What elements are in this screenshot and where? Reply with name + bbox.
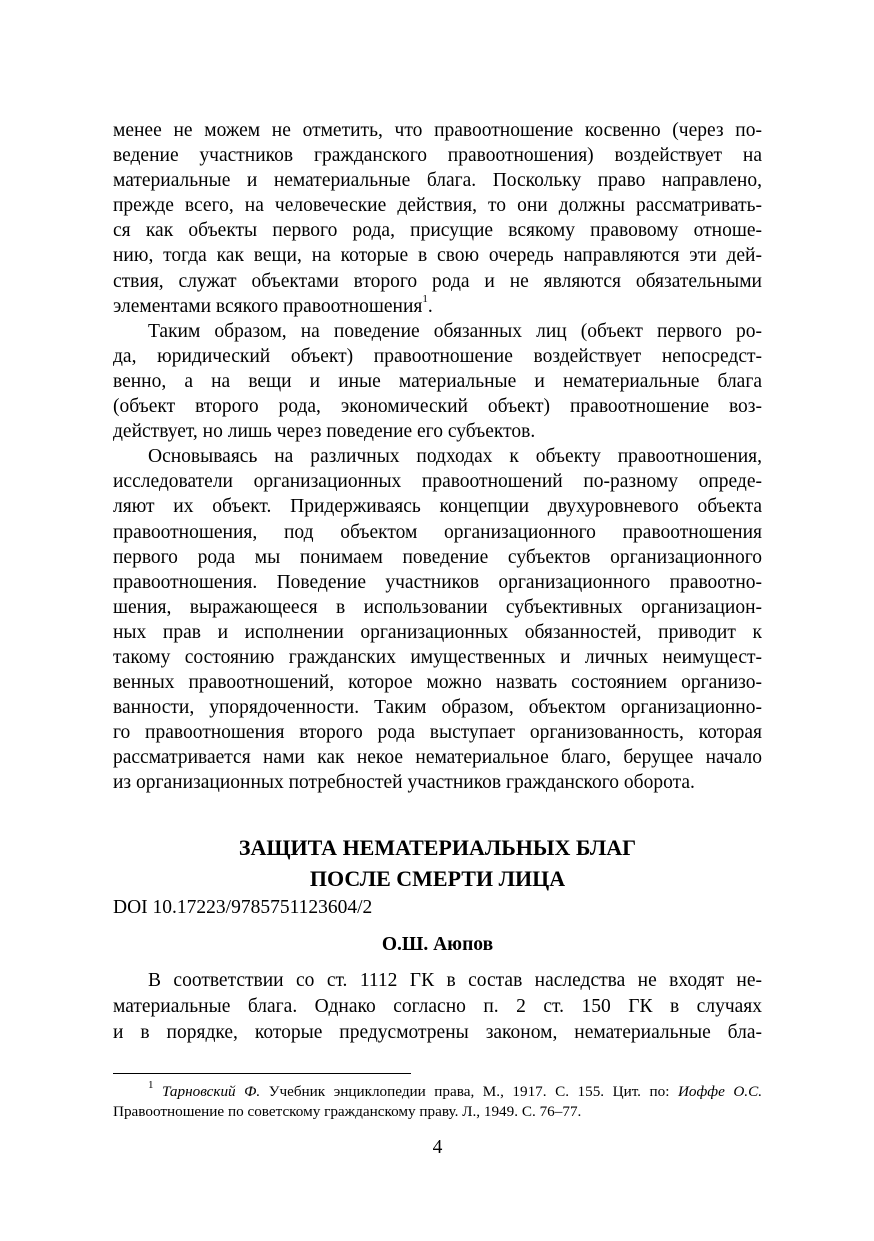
text-line: ляют их объект. Придерживаясь концепции двухуровневого объекта bbox=[113, 496, 762, 518]
page-number: 4 bbox=[432, 1137, 443, 1158]
text-line: прежде всего, на человеческие действия, то они должны рассматривать- bbox=[113, 195, 762, 217]
text-line: ся как объекты первого рода, присущие всякому правовому отноше- bbox=[113, 220, 762, 242]
text-line: первого рода мы понимаем поведение субъектов организационного bbox=[113, 546, 762, 568]
text-line: Основываясь на различных подходах к объекту правоотношения, bbox=[148, 446, 762, 468]
author-name: О.Ш. Аюпов bbox=[381, 934, 494, 955]
text-line: ванности, упорядоченности. Таким образом, объектом организационно- bbox=[113, 697, 762, 719]
footnote-number: 1 bbox=[148, 1078, 154, 1091]
text-line: нию, тогда как вещи, на которые в свою очередь направляются эти дей- bbox=[113, 245, 762, 267]
text-line: материальные и нематериальные блага. Поскольку право направлено, bbox=[113, 170, 762, 192]
paragraph-3 bbox=[113, 444, 762, 795]
text-line: ведение участников гражданского правоотношения) воздействует на bbox=[113, 145, 762, 167]
text-line: В соответствии со ст. 1112 ГК в состав наследства не входят не- bbox=[148, 970, 762, 991]
footnote-reference: 1 bbox=[422, 293, 428, 306]
text-line: такому состоянию гражданских имущественных и личных неимущест- bbox=[113, 646, 762, 668]
paragraph-4 bbox=[113, 968, 762, 1046]
heading-line-1: ЗАЩИТА НЕМАТЕРИАЛЬНЫХ БЛАГ bbox=[238, 835, 637, 860]
footnote-author: Тарновский Ф. bbox=[162, 1083, 261, 1100]
heading-line-2: ПОСЛЕ СМЕРТИ ЛИЦА bbox=[309, 866, 566, 891]
text-line: менее не можем не отметить, что правоотношение косвенно (через по- bbox=[113, 120, 762, 141]
text-line: Таким образом, на поведение обязанных лиц (объект первого ро- bbox=[148, 320, 762, 342]
text-line: правоотношения, под объектом организационного правоотношения bbox=[113, 521, 762, 543]
text-fragment: . bbox=[427, 295, 433, 317]
text-line: да, юридический объект) правоотношение воздействует непосредст- bbox=[113, 345, 762, 367]
text-line-last: из организационных потребностей участников гражданского оборота. bbox=[113, 772, 695, 794]
footnote-text: Учебник энциклопедии права, М., 1917. С. 155. Цит. по: bbox=[260, 1083, 678, 1100]
text-line: ных прав и исполнении организационных обязанностей, приводит к bbox=[113, 621, 762, 643]
text-line: венных правоотношений, которое можно назвать состоянием организо- bbox=[113, 672, 762, 694]
footnote-line: Правоотношение по советскому гражданскому праву. Л., 1949. С. 76–77. bbox=[113, 1103, 582, 1120]
text-line-last: действует, но лишь через поведение его субъектов. bbox=[113, 421, 536, 443]
text-line-last bbox=[113, 294, 762, 319]
footnote bbox=[113, 1078, 763, 1122]
footnote-divider bbox=[113, 1073, 411, 1074]
text-line: и в порядке, которые предусмотрены законом, нематериальные бла- bbox=[113, 1022, 762, 1043]
text-line: правоотношения. Поведение участников организационного правоотно- bbox=[113, 571, 762, 593]
text-line: венно, а на вещи и иные материальные и нематериальные блага bbox=[113, 370, 762, 392]
body-text bbox=[113, 118, 762, 796]
doi-identifier: DOI 10.17223/9785751123604/2 bbox=[113, 897, 373, 918]
text-line: материальные блага. Однако согласно п. 2 ст. 150 ГК в случаях bbox=[113, 996, 762, 1017]
paragraph-2 bbox=[113, 319, 762, 444]
article-heading bbox=[113, 832, 762, 894]
footnote-author: Иоффе О.С. bbox=[677, 1083, 763, 1100]
text-line: го правоотношения второго рода выступает организованность, которая bbox=[113, 722, 762, 744]
paragraph-1 bbox=[113, 118, 762, 319]
text-line: шения, выражающееся в использовании субъективных организацион- bbox=[113, 596, 762, 618]
footnote-line bbox=[113, 1078, 763, 1102]
text-line: ствия, служат объектами второго рода и не являются обязательными bbox=[113, 270, 762, 292]
text-line: исследователи организационных правоотношений по-разному опреде- bbox=[113, 471, 762, 493]
text-line: рассматривается нами как некое нематериальное благо, берущее начало bbox=[113, 747, 762, 769]
text-line: (объект второго рода, экономический объект) правоотношение воз- bbox=[113, 396, 762, 418]
text-fragment: элементами всякого правоотношения bbox=[113, 295, 423, 317]
